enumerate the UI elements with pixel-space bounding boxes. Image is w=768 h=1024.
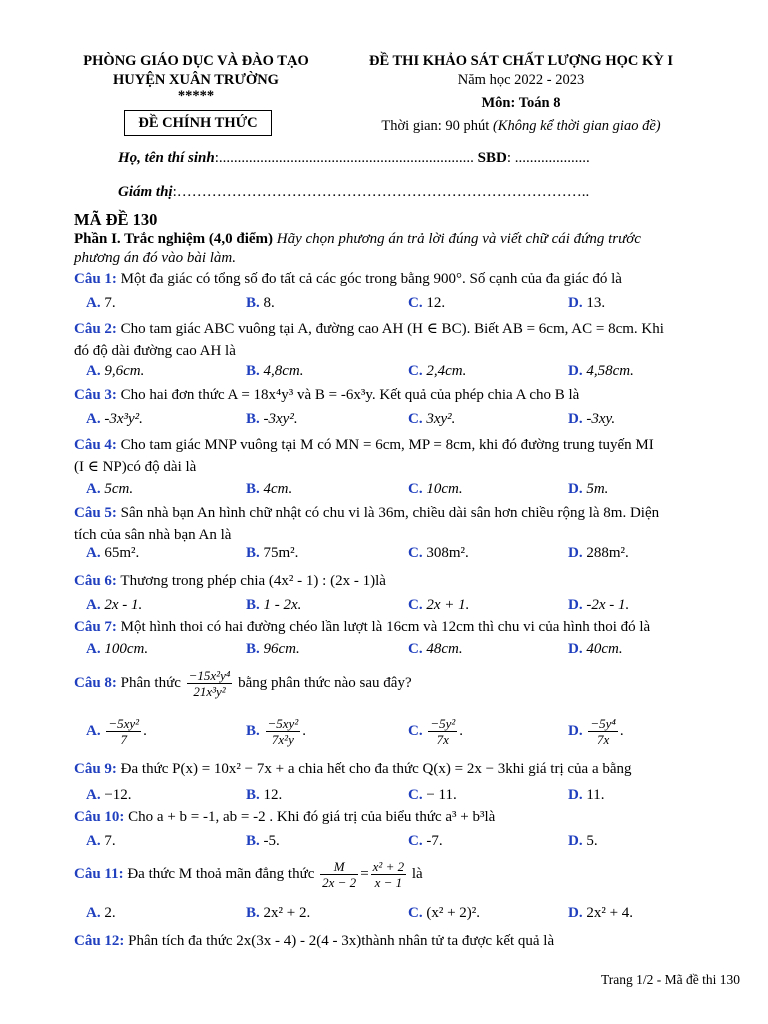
question-label: Câu 5: bbox=[74, 505, 117, 521]
option-a[interactable]: A. 2. bbox=[86, 905, 116, 921]
question-3-options bbox=[74, 408, 734, 430]
time-label: Thời gian: 90 phút bbox=[381, 118, 490, 134]
question-text: Cho a + b = -1, ab = -2 . Khi đó giá trị của biểu thức a³ + b³là bbox=[128, 809, 496, 825]
school-year: Năm học 2022 - 2023 bbox=[457, 72, 585, 88]
sbd-label: SBD bbox=[477, 150, 507, 166]
department-header bbox=[60, 52, 332, 102]
question-text: Cho tam giác MNP vuông tại M có MN = 6cm, MP = 8cm, khi đó đường trung tuyến MI bbox=[120, 437, 654, 453]
option-a[interactable]: A. −12. bbox=[86, 787, 132, 803]
option-d[interactable]: D. 4,58cm. bbox=[568, 363, 634, 379]
option-b[interactable]: B. 75m². bbox=[246, 545, 299, 561]
question-label: Câu 11: bbox=[74, 866, 124, 882]
question-10-options bbox=[74, 830, 734, 852]
question-label: Câu 9: bbox=[74, 761, 117, 777]
question-label: Câu 1: bbox=[74, 271, 117, 287]
question-text: Cho tam giác ABC vuông tại A, đường cao AH (H ∈ BC). Biết AB = 6cm, AC = 8cm. Khi bbox=[120, 321, 664, 337]
option-c[interactable]: C. 308m². bbox=[408, 545, 469, 561]
option-d[interactable]: D. 11. bbox=[568, 787, 605, 803]
option-b[interactable]: B. 4,8cm. bbox=[246, 363, 304, 379]
fraction: $\frac{\text{−15x²y⁴}}{\text{21x³y²}}$ bbox=[188, 668, 231, 700]
option-c[interactable]: C. 3xy². bbox=[408, 411, 456, 427]
part1-title: Phần I. Trắc nghiệm (4,0 điểm) bbox=[74, 231, 274, 247]
question-label: Câu 7: bbox=[74, 619, 117, 635]
option-b[interactable]: B. -3xy². bbox=[246, 411, 298, 427]
option-b[interactable]: B. 8. bbox=[246, 295, 275, 311]
question-text: Đa thức M thoả mãn đẳng thức bbox=[127, 866, 315, 882]
option-c[interactable]: C. 12. bbox=[408, 295, 446, 311]
option-c[interactable]: C. $\frac{\text{−5y²}}{7x}$ . bbox=[408, 716, 464, 748]
option-d[interactable]: D. 13. bbox=[568, 295, 606, 311]
proctor-label: Giám thị bbox=[118, 184, 173, 200]
option-a[interactable]: A. 7. bbox=[86, 295, 116, 311]
question-9 bbox=[74, 758, 734, 780]
option-b[interactable]: B. 2x² + 2. bbox=[246, 905, 311, 921]
fraction-right: $\frac{\text{x² + 2}}{x - 1}$ bbox=[372, 859, 405, 891]
option-b[interactable]: B. 96cm. bbox=[246, 641, 300, 657]
name-field[interactable]: :.................................................................... bbox=[214, 150, 474, 166]
option-d[interactable]: D. -3xy. bbox=[568, 411, 616, 427]
option-a[interactable]: A. 7. bbox=[86, 833, 116, 849]
option-a[interactable]: A. 2x - 1. bbox=[86, 597, 143, 613]
option-d[interactable]: D. 2x² + 4. bbox=[568, 905, 634, 921]
time-note: (Không kể thời gian giao đề) bbox=[492, 118, 661, 134]
exam-code: MÃ ĐỀ 130 bbox=[74, 210, 158, 229]
question-text: Cho hai đơn thức A = 18x⁴y³ và B = -6x³y. Kết quả của phép chia A cho B là bbox=[120, 387, 580, 403]
option-d[interactable]: D. 288m². bbox=[568, 545, 629, 561]
proctor-field[interactable]: :……………………………………………………………………….. bbox=[172, 184, 590, 200]
question-7 bbox=[74, 616, 734, 638]
student-info-line bbox=[118, 150, 738, 167]
district-name: HUYỆN XUÂN TRƯỜNG bbox=[113, 72, 279, 88]
question-6 bbox=[74, 570, 734, 592]
question-text: Thương trong phép chia (4x² - 1) : (2x - 1)là bbox=[120, 573, 386, 589]
question-2-options bbox=[74, 360, 734, 382]
option-c[interactable]: C. (x² + 2)². bbox=[408, 905, 481, 921]
question-4-options bbox=[74, 478, 734, 500]
question-1 bbox=[74, 268, 734, 290]
question-text: Phân thức bbox=[120, 675, 181, 691]
option-a[interactable]: A. 65m². bbox=[86, 545, 140, 561]
option-a[interactable]: A. 5cm. bbox=[86, 481, 134, 497]
question-1-options bbox=[74, 292, 734, 314]
option-c[interactable]: C. 2x + 1. bbox=[408, 597, 470, 613]
stars-divider: ***** bbox=[177, 88, 215, 104]
part1-instruction-cont: phương án đó vào bài làm. bbox=[74, 250, 237, 266]
option-b[interactable]: B. $\frac{\text{−5xy²}}{\text{7x²y}}$ . bbox=[246, 716, 306, 748]
option-a[interactable]: A. 100cm. bbox=[86, 641, 149, 657]
question-text: Một hình thoi có hai đường chéo lần lượt là 16cm và 12cm thì chu vi của hình thoi đó là bbox=[120, 619, 651, 635]
part1-instruction: Hãy chọn phương án trả lời đúng và viết chữ cái đứng trước bbox=[276, 231, 641, 247]
option-d[interactable]: D. 5m. bbox=[568, 481, 609, 497]
option-b[interactable]: B. 12. bbox=[246, 787, 283, 803]
question-10 bbox=[74, 806, 734, 828]
option-c[interactable]: C. 2,4cm. bbox=[408, 363, 467, 379]
question-8 bbox=[74, 664, 734, 702]
option-d[interactable]: D. 40cm. bbox=[568, 641, 623, 657]
option-d[interactable]: D. $\frac{\text{−5y⁴}}{7x}$ . bbox=[568, 716, 624, 748]
question-text: Phân tích đa thức 2x(3x - 4) - 2(4 - 3x)thành nhân tử ta được kết quả là bbox=[128, 933, 555, 949]
subject: Môn: Toán 8 bbox=[481, 95, 561, 111]
question-text: Sân nhà bạn An hình chữ nhật có chu vi là 36m, chiều dài sân hơn chiều rộng là 8m. Diện bbox=[120, 505, 660, 521]
fraction-left: $\frac{M}{2x - 2}$ bbox=[322, 859, 357, 891]
question-label: Câu 10: bbox=[74, 809, 125, 825]
question-6-options bbox=[74, 594, 734, 616]
option-c[interactable]: C. 48cm. bbox=[408, 641, 463, 657]
exam-title: ĐỀ THI KHẢO SÁT CHẤT LƯỢNG HỌC KỲ I bbox=[368, 53, 674, 69]
option-c[interactable]: C. 10cm. bbox=[408, 481, 463, 497]
question-label: Câu 4: bbox=[74, 437, 117, 453]
exam-header bbox=[334, 52, 708, 136]
option-c[interactable]: C. − 11. bbox=[408, 787, 457, 803]
question-4 bbox=[74, 434, 734, 478]
official-exam-box: ĐỀ CHÍNH THỨC bbox=[124, 110, 272, 136]
time-limit bbox=[334, 117, 708, 136]
question-label: Câu 3: bbox=[74, 387, 117, 403]
question-label: Câu 8: bbox=[74, 675, 117, 691]
question-5 bbox=[74, 502, 734, 546]
question-3 bbox=[74, 384, 734, 406]
question-11-options bbox=[74, 902, 734, 924]
question-text-cont: bằng phân thức nào sau đây? bbox=[238, 675, 412, 691]
question-text-cont: là bbox=[411, 866, 423, 882]
question-2 bbox=[74, 318, 734, 362]
part1-heading bbox=[74, 230, 734, 268]
option-a[interactable]: A. -3x³y². bbox=[86, 411, 143, 427]
question-8-options bbox=[74, 712, 734, 750]
option-a[interactable]: A. $\frac{\text{−5xy²}}{7}$ . bbox=[86, 716, 147, 748]
option-d[interactable]: D. -2x - 1. bbox=[568, 597, 630, 613]
question-label: Câu 6: bbox=[74, 573, 117, 589]
question-9-options bbox=[74, 784, 734, 806]
question-label: Câu 2: bbox=[74, 321, 117, 337]
proctor-line bbox=[118, 184, 738, 201]
question-text-cont: tích của sân nhà bạn An là bbox=[74, 527, 232, 543]
question-text: Đa thức P(x) = 10x² − 7x + a chia hết cho đa thức Q(x) = 2x − 3khi giá trị của a bằng bbox=[120, 761, 632, 777]
question-text-cont: (I ∈ NP)có độ dài là bbox=[74, 459, 197, 475]
option-b[interactable]: B. -5. bbox=[246, 833, 280, 849]
option-c[interactable]: C. -7. bbox=[408, 833, 443, 849]
option-d[interactable]: D. 5. bbox=[568, 833, 598, 849]
option-b[interactable]: B. 4cm. bbox=[246, 481, 293, 497]
question-text-cont: đó độ dài đường cao AH là bbox=[74, 343, 236, 359]
page-footer: Trang 1/2 - Mã đề thi 130 bbox=[601, 972, 740, 987]
question-text: Một đa giác có tổng số đo tất cả các góc trong bằng 900°. Số cạnh của đa giác đó là bbox=[120, 271, 622, 287]
question-11: Câu 11: Đa thức M thoả mãn đẳng thức $\frac{M}{2x - 2}$ = $\frac{\text{x² + 2}}{x - 1}$ là bbox=[74, 859, 423, 891]
question-12 bbox=[74, 930, 734, 952]
question-7-options bbox=[74, 638, 734, 660]
question-5-options bbox=[74, 542, 734, 564]
sbd-field[interactable]: : .................... bbox=[506, 150, 590, 166]
question-label: Câu 12: bbox=[74, 933, 125, 949]
name-label: Họ, tên thí sinh bbox=[118, 150, 215, 166]
option-a[interactable]: A. 9,6cm. bbox=[86, 363, 145, 379]
department-name: PHÒNG GIÁO DỤC VÀ ĐÀO TẠO bbox=[83, 53, 309, 69]
option-b[interactable]: B. 1 - 2x. bbox=[246, 597, 302, 613]
